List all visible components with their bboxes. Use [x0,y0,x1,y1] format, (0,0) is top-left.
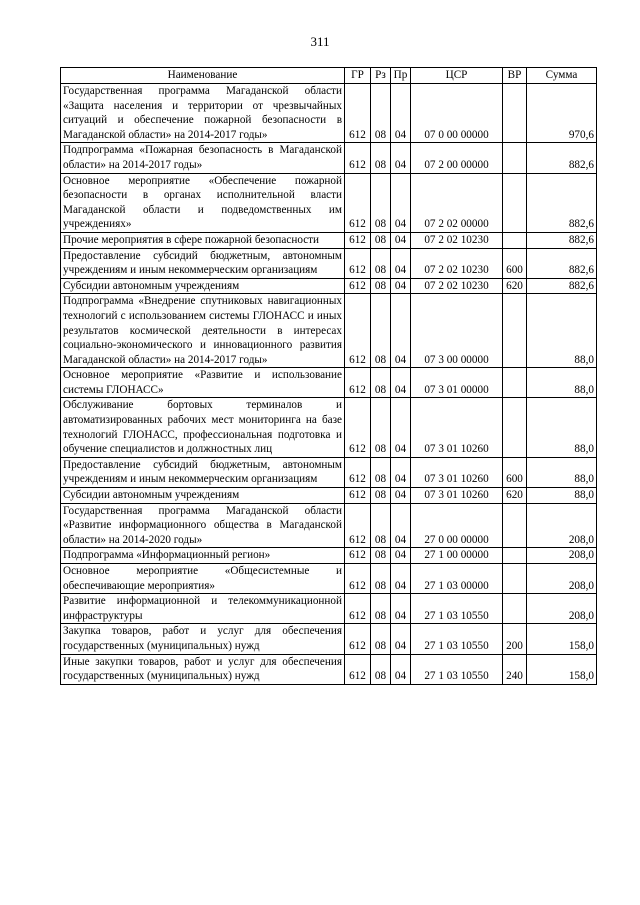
cell-pr: 04 [391,457,411,487]
cell-gr: 612 [345,248,371,278]
table-row [61,398,597,457]
cell-sum: 158,0 [527,624,597,654]
cell-vr: 620 [503,488,527,504]
cell-gr: 612 [345,398,371,457]
cell-gr: 612 [345,594,371,624]
cell-csr: 07 3 00 00000 [411,294,503,368]
cell-vr [503,594,527,624]
cell-gr: 612 [345,368,371,398]
cell-sum: 882,6 [527,248,597,278]
cell-vr: 240 [503,654,527,684]
cell-name: Закупка товаров, работ и услуг для обеспечения государственных (муниципальных) нужд [61,624,345,654]
cell-rz: 08 [371,503,391,548]
cell-pr: 04 [391,278,411,294]
cell-sum: 88,0 [527,457,597,487]
table-row [61,368,597,398]
cell-csr: 07 2 02 10230 [411,248,503,278]
header-sum: Сумма [527,68,597,84]
cell-csr: 07 2 02 10230 [411,278,503,294]
cell-csr: 07 2 02 00000 [411,173,503,232]
cell-name: Прочие мероприятия в сфере пожарной безопасности [61,232,345,248]
table-row [61,143,597,173]
cell-csr: 27 1 03 00000 [411,564,503,594]
cell-gr: 612 [345,548,371,564]
table-header-row [61,68,597,84]
cell-pr: 04 [391,564,411,594]
cell-vr [503,143,527,173]
cell-vr [503,503,527,548]
budget-table [60,67,597,685]
cell-csr: 27 0 00 00000 [411,503,503,548]
cell-vr: 200 [503,624,527,654]
cell-csr: 27 1 03 10550 [411,624,503,654]
cell-pr: 04 [391,294,411,368]
table-row [61,248,597,278]
cell-pr: 04 [391,173,411,232]
cell-pr: 04 [391,548,411,564]
cell-name: Подпрограмма «Информационный регион» [61,548,345,564]
cell-sum: 208,0 [527,548,597,564]
cell-rz: 08 [371,457,391,487]
cell-csr: 27 1 00 00000 [411,548,503,564]
cell-sum: 88,0 [527,294,597,368]
cell-gr: 612 [345,294,371,368]
cell-name: Государственная программа Магаданской области «Развитие информационного общества в Магаданской области» на 2014-2020 годы» [61,503,345,548]
cell-rz: 08 [371,232,391,248]
cell-pr: 04 [391,368,411,398]
cell-name: Предоставление субсидий бюджетным, автономным учреждениям и иным некоммерческим организациям [61,248,345,278]
header-pr: Пр [391,68,411,84]
cell-rz: 08 [371,398,391,457]
cell-vr: 600 [503,457,527,487]
table-row [61,278,597,294]
cell-name: Подпрограмма «Внедрение спутниковых навигационных технологий с использованием системы ГЛОНАСС и иных результатов космической деятельности в интересах социально-экономического и инновационного развития Магаданской области» на 2014-2017 годы» [61,294,345,368]
cell-pr: 04 [391,398,411,457]
cell-rz: 08 [371,294,391,368]
cell-name: Основное мероприятие «Общесистемные и обеспечивающие мероприятия» [61,564,345,594]
cell-sum: 208,0 [527,564,597,594]
cell-name: Предоставление субсидий бюджетным, автономным учреждениям и иным некоммерческим организациям [61,457,345,487]
table-row [61,548,597,564]
cell-name: Подпрограмма «Пожарная безопасность в Магаданской области» на 2014-2017 годы» [61,143,345,173]
cell-pr: 04 [391,248,411,278]
header-vr: ВР [503,68,527,84]
cell-gr: 612 [345,457,371,487]
cell-pr: 04 [391,488,411,504]
cell-csr: 07 3 01 10260 [411,457,503,487]
cell-name: Основное мероприятие «Обеспечение пожарной безопасности в органах исполнительной власти Магаданской области и подведомственных им учреждениях» [61,173,345,232]
table-row [61,294,597,368]
cell-vr [503,548,527,564]
cell-sum: 88,0 [527,398,597,457]
cell-pr: 04 [391,143,411,173]
cell-rz: 08 [371,368,391,398]
cell-name: Субсидии автономным учреждениям [61,278,345,294]
cell-csr: 07 2 00 00000 [411,143,503,173]
cell-csr: 27 1 03 10550 [411,654,503,684]
table-row [61,488,597,504]
cell-gr: 612 [345,503,371,548]
cell-rz: 08 [371,84,391,143]
cell-sum: 158,0 [527,654,597,684]
page-number: 311 [310,34,330,49]
cell-rz: 08 [371,248,391,278]
cell-name: Обслуживание бортовых терминалов и автоматизированных рабочих мест мониторинга на базе технологий ГЛОНАСС, профессиональная подготовка и обучение специалистов и должностных лиц [61,398,345,457]
cell-rz: 08 [371,143,391,173]
cell-name: Развитие информационной и телекоммуникационной инфраструктуры [61,594,345,624]
cell-pr: 04 [391,232,411,248]
table-row [61,624,597,654]
cell-vr: 620 [503,278,527,294]
cell-rz: 08 [371,564,391,594]
table-row [61,173,597,232]
cell-name: Иные закупки товаров, работ и услуг для обеспечения государственных (муниципальных) нужд [61,654,345,684]
cell-pr: 04 [391,503,411,548]
cell-gr: 612 [345,564,371,594]
cell-vr [503,294,527,368]
cell-name: Субсидии автономным учреждениям [61,488,345,504]
cell-gr: 612 [345,624,371,654]
cell-gr: 612 [345,654,371,684]
cell-csr: 07 0 00 00000 [411,84,503,143]
cell-sum: 970,6 [527,84,597,143]
cell-vr [503,173,527,232]
table-row [61,654,597,684]
header-rz: Рз [371,68,391,84]
cell-vr [503,564,527,594]
cell-name: Основное мероприятие «Развитие и использование системы ГЛОНАСС» [61,368,345,398]
cell-rz: 08 [371,278,391,294]
cell-vr [503,84,527,143]
cell-csr: 07 2 02 10230 [411,232,503,248]
cell-vr [503,232,527,248]
table-row [61,594,597,624]
table-body [61,84,597,685]
header-csr: ЦСР [411,68,503,84]
cell-gr: 612 [345,143,371,173]
cell-pr: 04 [391,594,411,624]
header-name: Наименование [61,68,345,84]
cell-sum: 882,6 [527,278,597,294]
cell-pr: 04 [391,654,411,684]
cell-rz: 08 [371,594,391,624]
cell-rz: 08 [371,624,391,654]
cell-vr: 600 [503,248,527,278]
cell-sum: 208,0 [527,594,597,624]
table-row [61,232,597,248]
cell-csr: 27 1 03 10550 [411,594,503,624]
cell-vr [503,398,527,457]
cell-gr: 612 [345,488,371,504]
cell-gr: 612 [345,173,371,232]
cell-sum: 882,6 [527,173,597,232]
cell-rz: 08 [371,488,391,504]
cell-vr [503,368,527,398]
cell-rz: 08 [371,173,391,232]
cell-csr: 07 3 01 10260 [411,488,503,504]
cell-name: Государственная программа Магаданской области «Защита населения и территории от чрезвычайных ситуаций и обеспечение пожарной безопасности в Магаданской области» на 2014-2017 годы» [61,84,345,143]
cell-csr: 07 3 01 00000 [411,368,503,398]
header-gr: ГР [345,68,371,84]
cell-rz: 08 [371,654,391,684]
table-row [61,457,597,487]
cell-sum: 882,6 [527,232,597,248]
cell-sum: 88,0 [527,368,597,398]
cell-sum: 208,0 [527,503,597,548]
cell-rz: 08 [371,548,391,564]
cell-sum: 882,6 [527,143,597,173]
cell-sum: 88,0 [527,488,597,504]
cell-pr: 04 [391,84,411,143]
cell-gr: 612 [345,232,371,248]
cell-pr: 04 [391,624,411,654]
cell-csr: 07 3 01 10260 [411,398,503,457]
cell-gr: 612 [345,278,371,294]
table-row [61,503,597,548]
table-row [61,84,597,143]
table-row [61,564,597,594]
cell-gr: 612 [345,84,371,143]
